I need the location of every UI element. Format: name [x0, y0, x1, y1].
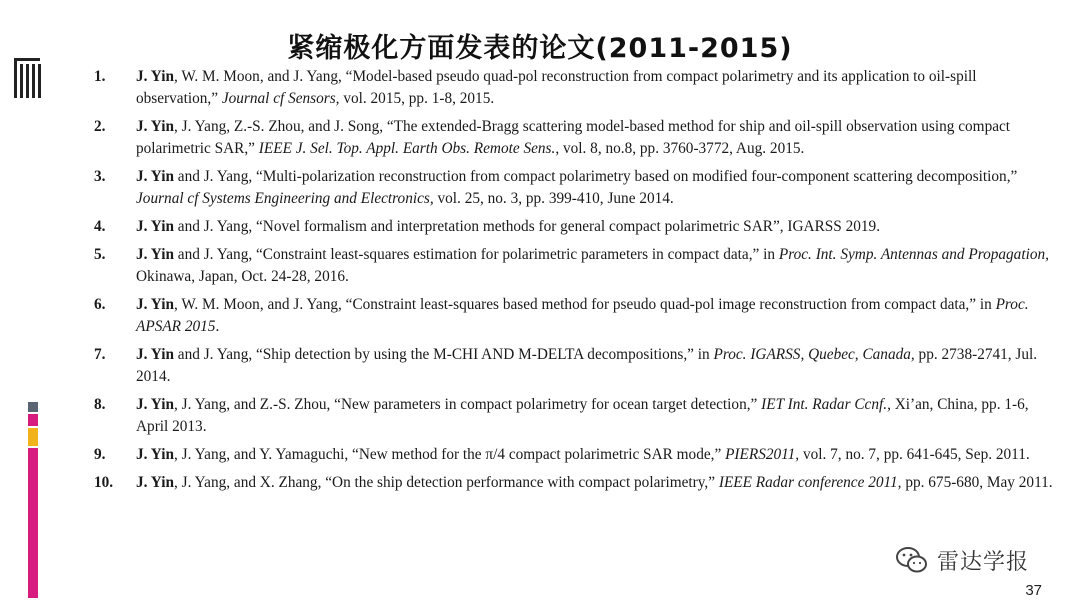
accent-stripe-magenta: [28, 414, 38, 426]
publication-venue: PIERS2011,: [725, 446, 800, 463]
publication-item: [94, 216, 1054, 238]
accent-stripe-gold: [28, 428, 38, 446]
publication-tail: vol. 7, no. 7, pp. 641-645, Sep. 2011.: [799, 446, 1030, 463]
publication-item: [94, 444, 1054, 466]
publication-author: J. Yin: [136, 246, 174, 263]
publication-venue: Proc. Int. Symp. Antennas and Propagation,: [778, 246, 1049, 263]
publication-tail: , vol. 8, no.8, pp. 3760-3772, Aug. 2015.: [555, 140, 805, 157]
publication-author: J. Yin: [136, 68, 174, 85]
watermark: [895, 540, 1029, 580]
publication-author: J. Yin: [136, 396, 174, 413]
publication-tail: .: [215, 318, 220, 335]
publication-text: and J. Yang, “Novel formalism and interpretation methods for general compact polarimetric SAR”, IGARSS 2019.: [173, 218, 881, 235]
publication-item: [94, 244, 1054, 288]
publication-tail: Okinawa, Japan, Oct. 24-28, 2016.: [136, 268, 349, 285]
publication-number: 6.: [94, 296, 106, 313]
publication-author: J. Yin: [136, 446, 174, 463]
publication-item: [94, 116, 1054, 160]
publication-venue: Proc. IGARSS, Quebec, Canada,: [713, 346, 915, 363]
publication-item: [94, 394, 1054, 438]
publication-venue: IEEE J. Sel. Top. Appl. Earth Obs. Remote Sens.: [258, 140, 556, 157]
publication-item: [94, 294, 1054, 338]
publication-number: 9.: [94, 446, 106, 463]
publication-text: , J. Yang, and Y. Yamaguchi, “New method for the π/4 compact polarimetric SAR mode,”: [173, 446, 726, 463]
wechat-icon: [895, 543, 929, 577]
publication-text: , W. M. Moon, and J. Yang, “Model-based pseudo quad-pol reconstruction from compact polarimetry and its application to oil-spill observation,”: [136, 68, 977, 107]
publication-tail: pp. 675-680, May 2011.: [901, 474, 1053, 491]
publication-author: J. Yin: [136, 168, 174, 185]
publication-author: J. Yin: [136, 218, 174, 235]
publication-venue: Proc. APSAR 2015: [136, 296, 1029, 335]
publication-author: J. Yin: [136, 474, 174, 491]
publication-text: and J. Yang, “Ship detection by using the M-CHI AND M-DELTA decompositions,” in: [173, 346, 714, 363]
document-stack-icon: [14, 58, 42, 98]
publication-text: , W. M. Moon, and J. Yang, “Constraint least-squares based method for pseudo quad-pol image reconstruction from compact data,” in: [173, 296, 996, 313]
publication-number: 10.: [94, 474, 114, 491]
page-title: 紧缩极化方面发表的论文(2011-2015): [287, 33, 793, 64]
publication-text: and J. Yang, “Constraint least-squares estimation for polarimetric parameters in compact data,” in: [173, 246, 779, 263]
publication-venue: IET Int. Radar Ccnf.,: [761, 396, 891, 413]
publication-author: J. Yin: [136, 346, 174, 363]
publication-text: , J. Yang, Z.-S. Zhou, and J. Song, “The extended-Bragg scattering model-based method for ship and oil-spill observation using compact polarimetric SAR,”: [136, 118, 1011, 157]
publication-item: [94, 166, 1054, 210]
publication-number: 1.: [94, 68, 106, 85]
accent-stripe-magenta-long: [28, 448, 38, 598]
publication-text: , J. Yang, and X. Zhang, “On the ship detection performance with compact polarimetry,”: [173, 474, 719, 491]
publication-venue: Journal cf Systems Engineering and Electronics,: [136, 190, 434, 207]
publication-list: [94, 66, 1054, 494]
publication-item: [94, 66, 1054, 110]
publication-author: J. Yin: [136, 296, 174, 313]
publication-tail: pp. 2738-2741, Jul. 2014.: [136, 346, 1038, 385]
publication-item: [94, 344, 1054, 388]
publication-item: [94, 472, 1054, 494]
publication-number: 5.: [94, 246, 106, 263]
publication-author: J. Yin: [136, 118, 174, 135]
page-number: 37: [1025, 582, 1042, 599]
publication-venue: IEEE Radar conference 2011,: [718, 474, 902, 491]
accent-stripe-slate: [28, 402, 38, 412]
publication-text: , J. Yang, and Z.-S. Zhou, “New parameters in compact polarimetry for ocean target detection,”: [173, 396, 762, 413]
publication-number: 7.: [94, 346, 106, 363]
publication-tail: Xi’an, China, pp. 1-6, April 2013.: [136, 396, 1029, 435]
publication-tail: vol. 2015, pp. 1-8, 2015.: [339, 90, 495, 107]
publication-number: 8.: [94, 396, 106, 413]
publication-number: 3.: [94, 168, 106, 185]
publication-venue: Journal cf Sensors,: [221, 90, 340, 107]
publication-tail: vol. 25, no. 3, pp. 399-410, June 2014.: [433, 190, 674, 207]
publication-number: 2.: [94, 118, 106, 135]
watermark-text: 雷达学报: [937, 549, 1030, 575]
publication-text: and J. Yang, “Multi-polarization reconstruction from compact polarimetry based on modified four-component scattering decomposition,”: [173, 168, 1018, 185]
publication-number: 4.: [94, 218, 106, 235]
